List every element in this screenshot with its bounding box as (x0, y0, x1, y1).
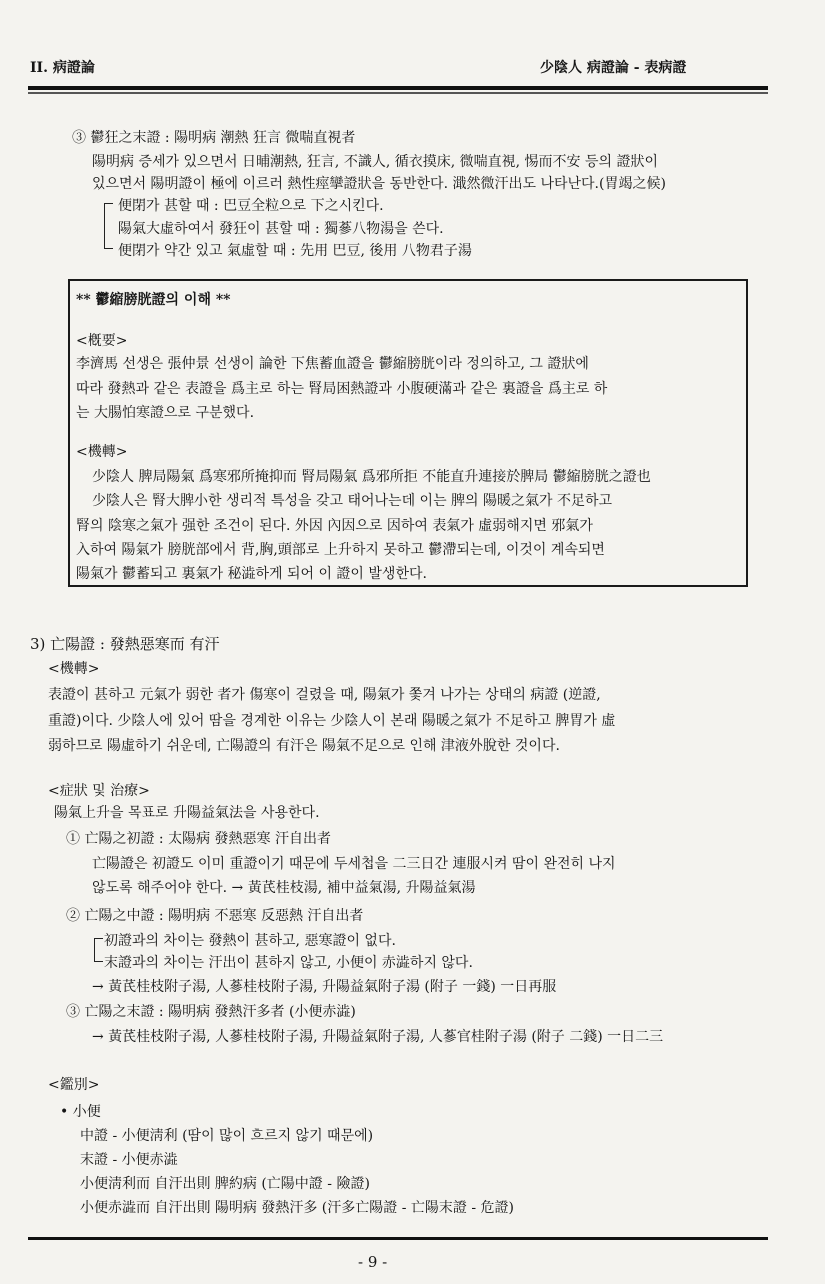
prescription-line: → 黃芪桂枝附子湯, 人蔘桂枝附子湯, 升陽益氣附子湯, 人蔘官桂附子湯 (附子 二錢) 一日二三 (92, 1029, 664, 1045)
text-line: 中證 - 小便淸利 (땀이 많이 흐르지 않기 때문에) (80, 1128, 374, 1144)
text-line: 亡陽證은 初證도 이미 重證이기 때문에 두세첩을 二三日간 連服시켜 땀이 완전히 나지 (92, 856, 616, 872)
text-line: 末證 - 小便赤澁 (80, 1152, 178, 1168)
mechanism-heading: <機轉> (48, 661, 100, 677)
text-line: 小便赤澁而 自汗出則 陽明病 發熱汗多 (汗多亡陽證 - 亡陽末證 - 危證) (80, 1200, 514, 1216)
prescription-line: → 黃芪桂枝附子湯, 人蔘桂枝附子湯, 升陽益氣附子湯 (附子 一錢) 一日再服 (92, 979, 557, 995)
stage-title: ① 亡陽之初證 : 太陽病 發熱惡寒 汗自出者 (66, 831, 331, 847)
bracket (94, 938, 103, 962)
text-line: 腎의 陰寒之氣가 强한 조건이 된다. 外因 內因으로 因하여 表氣가 虛弱해지면 邪氣가 (76, 518, 593, 534)
option-line: 便閉가 약간 있고 氣虛할 때 : 先用 巴豆, 後用 八物君子湯 (118, 243, 472, 259)
text-line: 는 大腸怕寒證으로 구분했다. (76, 405, 255, 421)
text-line: 陽氣上升을 목표로 升陽益氣法을 사용한다. (54, 805, 320, 821)
text-line: 入하여 陽氣가 膀胱部에서 背,胸,頭部로 上升하지 못하고 鬱滯되는데, 이것이 계속되면 (76, 542, 605, 558)
section-title: ③ 鬱狂之末證 : 陽明病 潮熱 狂言 微喘直視者 (72, 130, 356, 146)
text-line: 末證과의 차이는 汗出이 甚하지 않고, 小便이 赤澁하지 않다. (104, 955, 473, 971)
treatment-heading: <症狀 및 治療> (48, 783, 150, 799)
stage-title: ③ 亡陽之末證 : 陽明病 發熱汗多者 (小便赤澁) (66, 1004, 356, 1020)
stage-title: ② 亡陽之中證 : 陽明病 不惡寒 反惡熱 汗自出者 (66, 908, 364, 924)
text-line: 少陰人 脾局陽氣 爲寒邪所掩抑而 腎局陽氣 爲邪所拒 不能直升連接於脾局 鬱縮膀胱之證也 (92, 469, 651, 485)
differentiation-heading: <鑑別> (48, 1077, 100, 1093)
mechanism-heading: <機轉> (76, 444, 128, 460)
header-rule (28, 86, 768, 90)
text-line: 李濟馬 선생은 張仲景 선생이 論한 下焦蓄血證을 鬱縮膀胱이라 정의하고, 그 證狀에 (76, 356, 589, 372)
text-line: 小便淸利而 自汗出則 脾約病 (亡陽中證 - 險證) (80, 1176, 370, 1192)
header-left: II. 病證論 (30, 60, 95, 76)
text-line: 있으면서 陽明證이 極에 이르러 熱性痙攣證狀을 동반한다. 濈然微汗出도 나타난다.(胃竭之候) (92, 176, 666, 192)
option-line: 便閉가 甚할 때 : 巴豆全粒으로 下之시킨다. (118, 198, 384, 214)
section-title: 3) 亡陽證 : 發熱惡寒而 有汗 (30, 635, 220, 653)
text-line: 따라 發熱과 같은 表證을 爲主로 하는 腎局困熱證과 小腹硬滿과 같은 裏證을 爲主로 하 (76, 381, 608, 397)
text-line: 初證과의 차이는 發熱이 甚하고, 惡寒證이 없다. (104, 933, 396, 949)
box-title: ** 鬱縮膀胱證의 이해 ** (76, 292, 231, 308)
page-number: - 9 - (358, 1253, 388, 1271)
text-line: 陽明病 증세가 있으면서 日晡潮熱, 狂言, 不識人, 循衣摸床, 微喘直視, 惕而不安 등의 證狀이 (92, 154, 658, 170)
text-line: 陽氣가 鬱蓄되고 裏氣가 秘澁하게 되어 이 證이 발생한다. (76, 566, 427, 582)
text-line: 弱하므로 陽虛하기 쉬운데, 亡陽證의 有汗은 陽氣不足으로 인해 津液外脫한 것이다. (48, 738, 560, 754)
text-line: 않도록 해주어야 한다. → 黃芪桂枝湯, 補中益氣湯, 升陽益氣湯 (92, 880, 476, 896)
overview-heading: <槪要> (76, 333, 128, 349)
footer-rule (28, 1237, 768, 1240)
text-line: 表證이 甚하고 元氣가 弱한 者가 傷寒이 걸렸을 때, 陽氣가 쫓겨 나가는 상태의 病證 (逆證, (48, 687, 601, 703)
header-right: 少陰人 病證論 - 表病證 (540, 60, 687, 76)
bracket (104, 203, 113, 249)
text-line: 重證)이다. 少陰人에 있어 땀을 경계한 이유는 少陰人이 본래 陽暖之氣가 不足하고 脾胃가 虛 (48, 713, 616, 729)
text-line: 少陰人은 腎大脾小한 생리적 특성을 갖고 태어나는데 이는 脾의 陽暖之氣가 不足하고 (92, 493, 613, 509)
bullet-item: • 小便 (60, 1104, 101, 1120)
option-line: 陽氣大虛하여서 發狂이 甚할 때 : 獨蔘八物湯을 쓴다. (118, 221, 444, 237)
header-rule-thin (28, 92, 768, 94)
